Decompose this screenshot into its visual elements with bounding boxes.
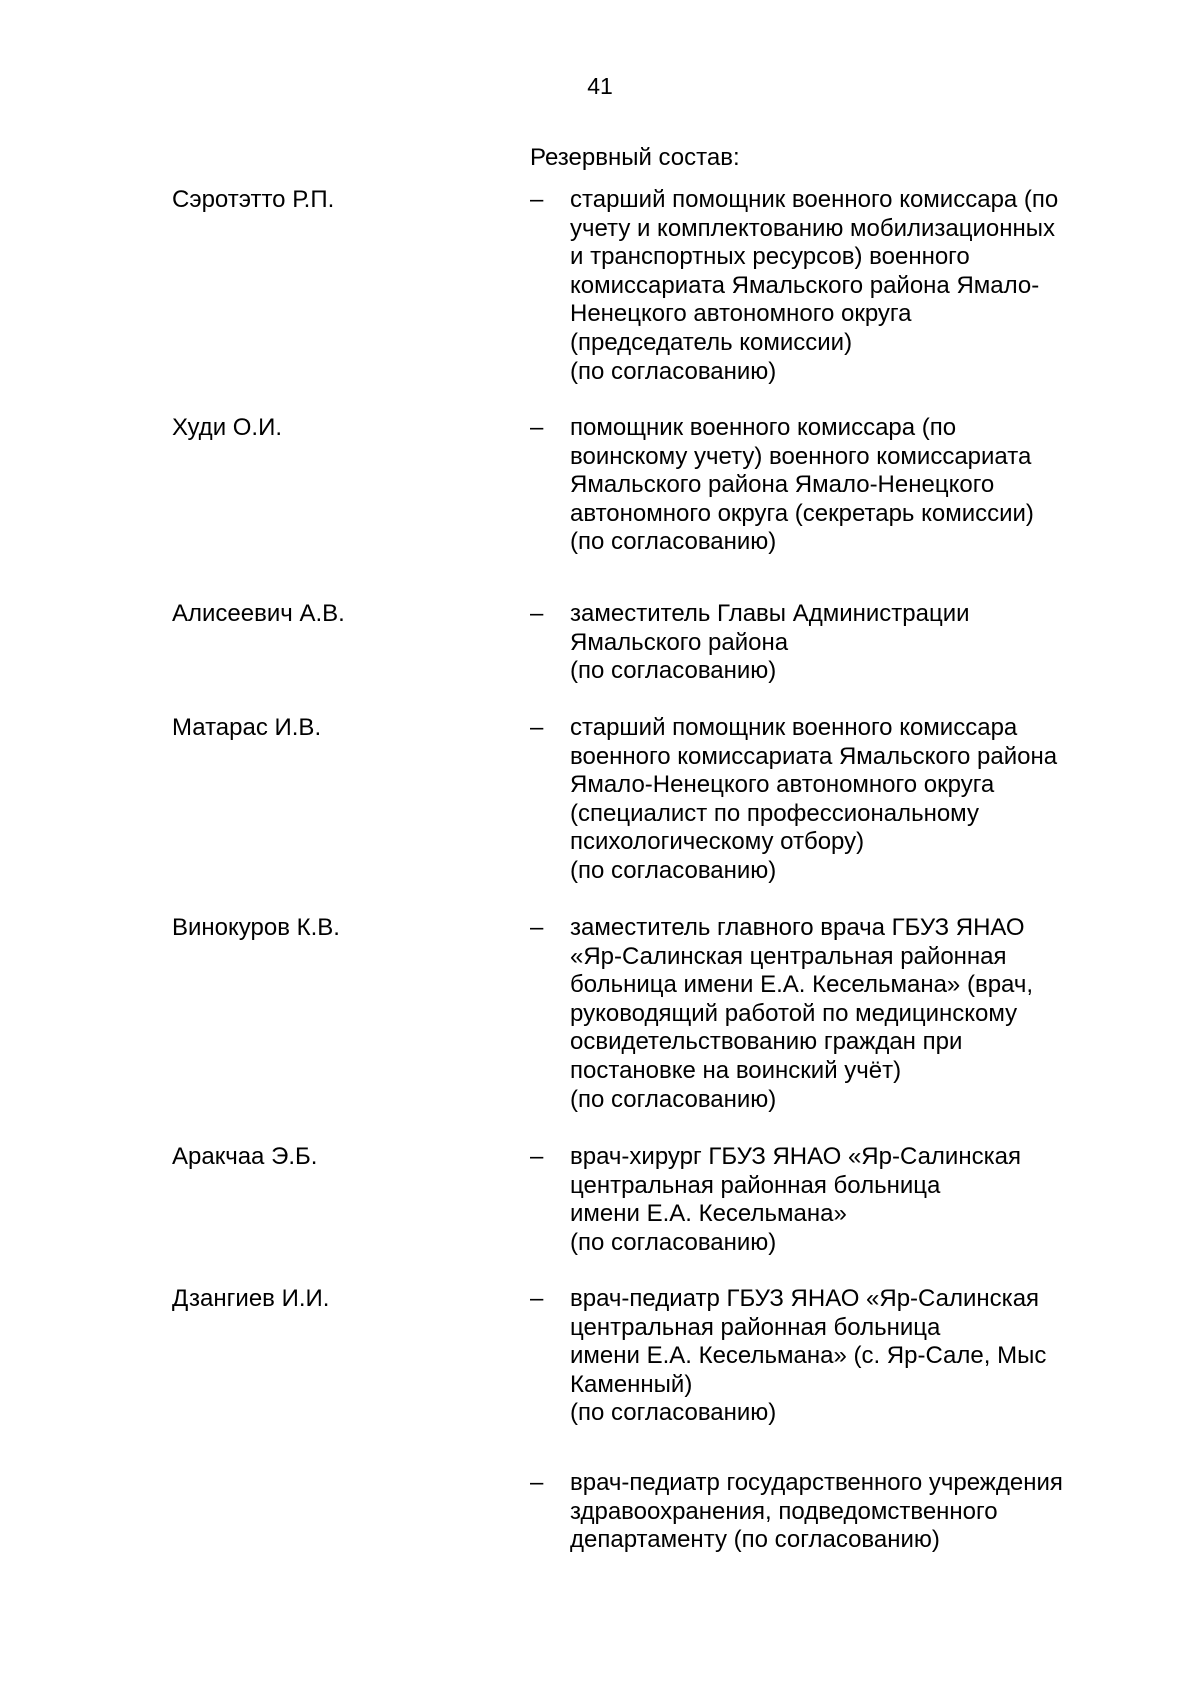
position-line: имени Е.А. Кесельмана» (с. Яр-Сале, Мыс [570, 1342, 1047, 1370]
entry-dash: – [530, 600, 544, 627]
member-position [570, 914, 1130, 1114]
position-line: руководящий работой по медицинскому [570, 999, 1018, 1027]
position-line: (по согласованию) [570, 1085, 777, 1113]
position-line: (по согласованию) [570, 1399, 777, 1427]
position-line: освидетельствованию граждан при [570, 1028, 963, 1056]
position-line: департаменту (по согласованию) [570, 1526, 940, 1554]
position-line: старший помощник военного комиссара [570, 714, 1018, 741]
entry-dash: – [530, 1469, 544, 1496]
member-position [570, 186, 1130, 386]
entry-dash: – [530, 914, 544, 941]
member-position [570, 714, 1130, 886]
entry-dash: – [530, 714, 544, 741]
position-line: имени Е.А. Кесельмана» [570, 1200, 847, 1228]
position-line: комиссариата Ямальского района Ямало- [570, 271, 1040, 299]
position-line: врач-педиатр государственного учреждения [570, 1469, 1063, 1496]
member-name: Алисеевич А.В. [172, 600, 345, 627]
position-line: заместитель главного врача ГБУЗ ЯНАО [570, 914, 1025, 941]
entry-dash: – [530, 1143, 544, 1170]
position-line: центральная районная больница [570, 1313, 941, 1341]
member-position [570, 1143, 1130, 1257]
position-line: (председатель комиссии) [570, 328, 853, 356]
section-title: Резервный состав: [530, 144, 740, 171]
member-name: Винокуров К.В. [172, 914, 340, 941]
entry-dash: – [530, 414, 544, 441]
member-name: Аракчаа Э.Б. [172, 1143, 318, 1170]
entry-dash: – [530, 1285, 544, 1312]
member-name: Худи О.И. [172, 414, 283, 441]
position-line: Ямало-Ненецкого автономного округа [570, 771, 995, 799]
position-line: (по согласованию) [570, 657, 777, 685]
position-line: центральная районная больница [570, 1171, 941, 1199]
position-line: «Яр-Салинская центральная районная [570, 942, 1007, 970]
position-line: врач-педиатр ГБУЗ ЯНАО «Яр-Салинская [570, 1285, 1040, 1312]
position-line: Ямальского района [570, 628, 789, 656]
position-line: и транспортных ресурсов) военного [570, 243, 970, 271]
member-position [570, 1285, 1130, 1428]
position-line: учету и комплектованию мобилизационных [570, 214, 1056, 242]
member-name: Сэротэтто Р.П. [172, 186, 335, 213]
position-line: военного комиссариата Ямальского района [570, 742, 1058, 770]
position-line: помощник военного комиссара (по [570, 414, 957, 441]
member-position [570, 1469, 1130, 1555]
position-line: автономного округа (секретарь комиссии) [570, 499, 1034, 527]
position-line: Ямальского района Ямало-Ненецкого [570, 471, 995, 499]
position-line: врач-хирург ГБУЗ ЯНАО «Яр-Салинская [570, 1143, 1021, 1170]
position-line: (специалист по профессиональному [570, 799, 979, 827]
position-line: постановке на воинский учёт) [570, 1056, 902, 1084]
member-position [570, 414, 1130, 557]
member-name: Дзангиев И.И. [172, 1285, 330, 1312]
position-line: заместитель Главы Администрации [570, 600, 970, 627]
entry-dash: – [530, 186, 544, 213]
position-line: (по согласованию) [570, 357, 777, 385]
position-line: больница имени Е.А. Кесельмана» (врач, [570, 971, 1034, 999]
page-number: 41 [587, 73, 613, 99]
member-name: Матарас И.В. [172, 714, 322, 741]
position-line: психологическому отбору) [570, 828, 865, 856]
position-line: старший помощник военного комиссара (по [570, 186, 1059, 213]
position-line: (по согласованию) [570, 856, 777, 884]
position-line: Ненецкого автономного округа [570, 300, 912, 328]
position-line: здравоохранения, подведомственного [570, 1497, 998, 1525]
position-line: (по согласованию) [570, 1228, 777, 1256]
member-position [570, 600, 1130, 686]
position-line: (по согласованию) [570, 528, 777, 556]
position-line: Каменный) [570, 1370, 693, 1398]
position-line: воинскому учету) военного комиссариата [570, 442, 1032, 470]
